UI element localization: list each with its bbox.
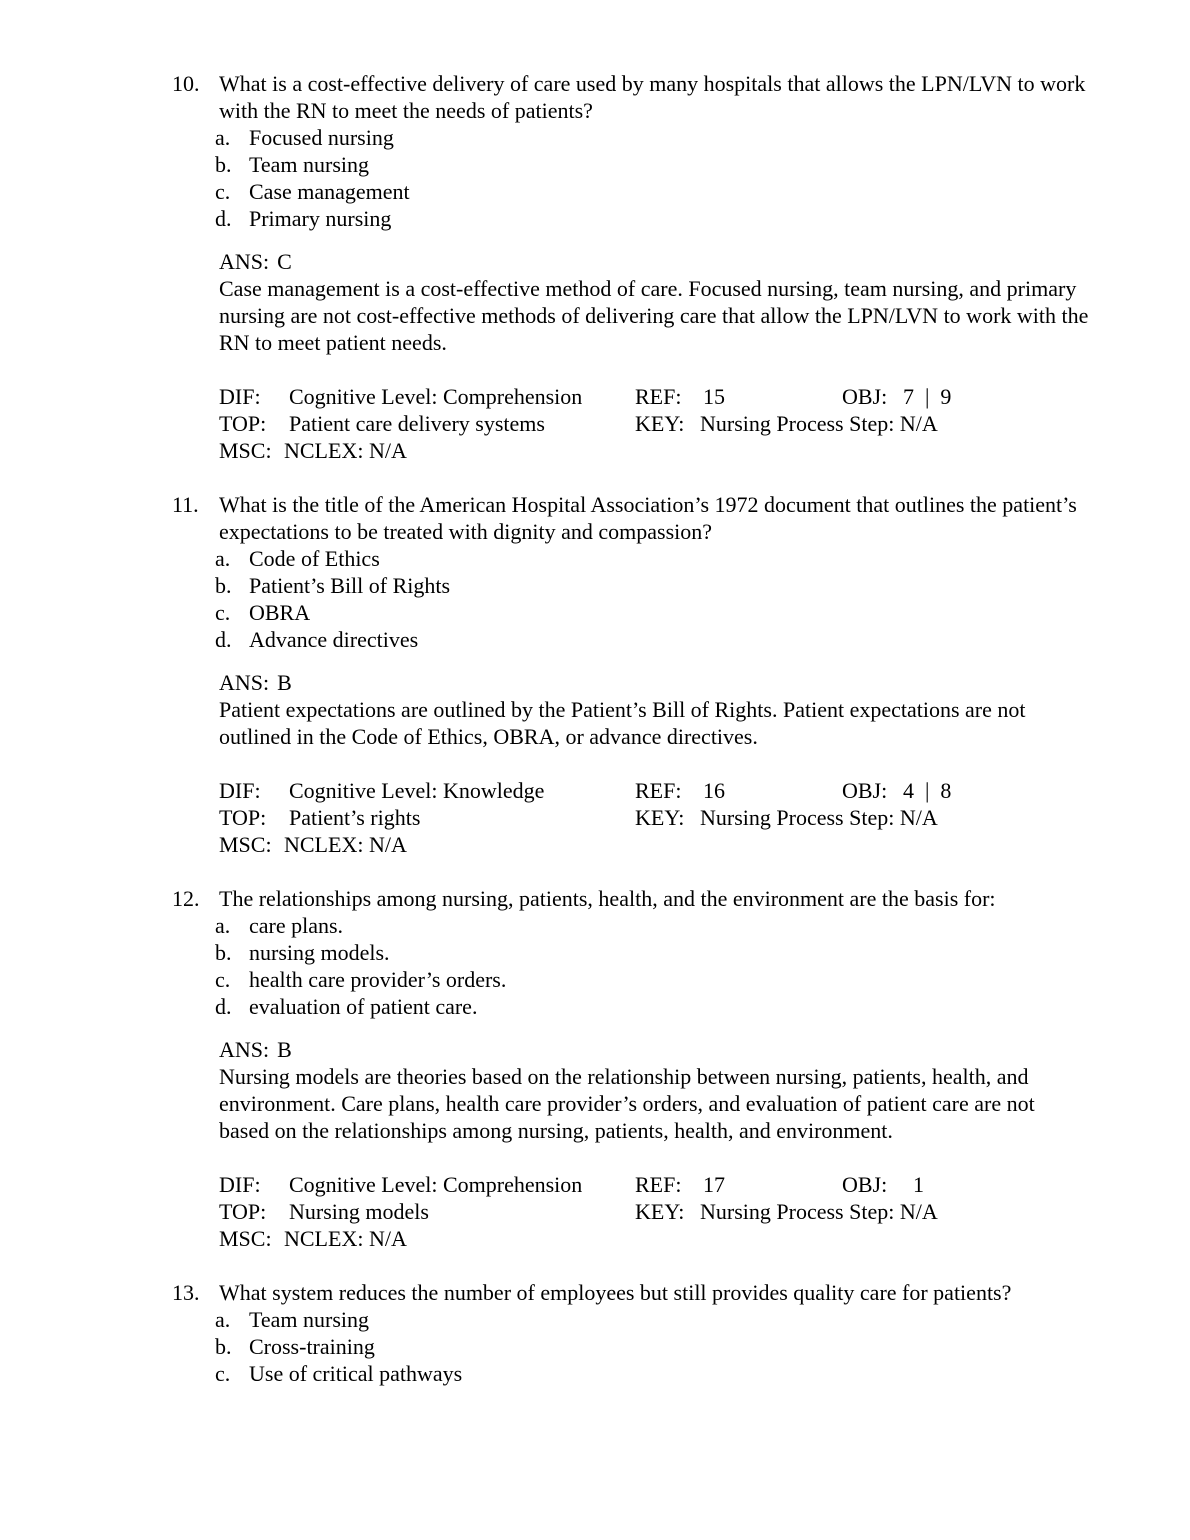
answer-options xyxy=(0,912,1190,1020)
option-c xyxy=(0,599,1190,626)
answer-block xyxy=(0,1036,1190,1144)
option-d xyxy=(0,205,1190,232)
option-c xyxy=(0,1360,1190,1387)
answer-label: ANS: xyxy=(219,249,270,274)
option-b xyxy=(0,1333,1190,1360)
option-text: evaluation of patient care. xyxy=(249,994,478,1019)
option-letter: a. xyxy=(215,1307,231,1332)
obj-label: OBJ: xyxy=(842,1172,888,1197)
top-label: TOP: xyxy=(219,805,267,830)
dif-value: Cognitive Level: Comprehension xyxy=(289,384,583,409)
option-text: Cross-training xyxy=(249,1334,375,1359)
question-text: What is a cost-effective delivery of care used by many hospitals that allows the LPN/LVN to work with the RN to meet the needs of patients? xyxy=(219,71,1086,123)
option-letter: b. xyxy=(215,152,232,177)
ref-label: REF: xyxy=(635,384,682,409)
question-text: What is the title of the American Hospital Association’s 1972 document that outlines the patient’s expectations to be treated with dignity and compassion? xyxy=(219,492,1077,544)
option-d xyxy=(0,993,1190,1020)
option-c xyxy=(0,966,1190,993)
question-stem xyxy=(0,70,1190,124)
answer-options xyxy=(0,1306,1190,1387)
top-label: TOP: xyxy=(219,1199,267,1224)
meta-row-dif xyxy=(0,1171,1190,1198)
question-number: 12. xyxy=(172,886,200,911)
question-number: 11. xyxy=(172,492,199,517)
msc-label: MSC: xyxy=(219,1226,272,1251)
question-number: 10. xyxy=(172,71,200,96)
answer-value: C xyxy=(277,249,292,274)
question-number: 13. xyxy=(172,1280,200,1305)
dif-label: DIF: xyxy=(219,1172,261,1197)
question-12 xyxy=(0,885,1190,1252)
option-letter: b. xyxy=(215,940,232,965)
obj-label: OBJ: xyxy=(842,384,888,409)
question-metadata xyxy=(0,777,1190,858)
option-letter: d. xyxy=(215,994,232,1019)
dif-label: DIF: xyxy=(219,778,261,803)
option-letter: d. xyxy=(215,206,232,231)
key-label: KEY: xyxy=(635,1199,685,1224)
dif-label: DIF: xyxy=(219,384,261,409)
option-text: health care provider’s orders. xyxy=(249,967,507,992)
rationale-text: Case management is a cost-effective method of care. Focused nursing, team nursing, and primary nursing are not cost-effective methods of delivering care that allow the LPN/LVN to work with the RN to meet patient needs. xyxy=(219,276,1089,355)
question-stem xyxy=(0,491,1190,545)
key-value: Nursing Process Step: N/A xyxy=(700,1199,938,1224)
question-text: The relationships among nursing, patients, health, and the environment are the basis for: xyxy=(219,886,996,911)
msc-value: NCLEX: N/A xyxy=(284,832,407,857)
msc-label: MSC: xyxy=(219,832,272,857)
option-letter: d. xyxy=(215,627,232,652)
msc-label: MSC: xyxy=(219,438,272,463)
top-value: Nursing models xyxy=(289,1199,429,1224)
answer-block xyxy=(0,248,1190,356)
option-b xyxy=(0,151,1190,178)
obj-label: OBJ: xyxy=(842,778,888,803)
option-c xyxy=(0,178,1190,205)
obj-value: 4 | 8 xyxy=(903,778,952,803)
option-text: Team nursing xyxy=(249,152,370,177)
dif-value: Cognitive Level: Knowledge xyxy=(289,778,545,803)
key-value: Nursing Process Step: N/A xyxy=(700,411,938,436)
answer-value: B xyxy=(277,670,292,695)
meta-row-msc xyxy=(0,437,1190,464)
question-metadata xyxy=(0,383,1190,464)
meta-row-msc xyxy=(0,831,1190,858)
answer-value: B xyxy=(277,1037,292,1062)
meta-row-top xyxy=(0,804,1190,831)
question-text: What system reduces the number of employees but still provides quality care for patients? xyxy=(219,1280,1012,1305)
option-letter: c. xyxy=(215,179,231,204)
question-10 xyxy=(0,70,1190,464)
option-letter: a. xyxy=(215,913,231,938)
question-13 xyxy=(0,1279,1190,1387)
option-a xyxy=(0,124,1190,151)
rationale-text: Patient expectations are outlined by the Patient’s Bill of Rights. Patient expectations are not outlined in the Code of Ethics, OBRA, or advance directives. xyxy=(219,697,1026,749)
key-label: KEY: xyxy=(635,411,685,436)
rationale-text: Nursing models are theories based on the relationship between nursing, patients, health, and environment. Care plans, health care provider’s orders, and evaluation of patient care are not based on the relationships among nursing, patients, health, and environment. xyxy=(219,1064,1035,1143)
option-text: Code of Ethics xyxy=(249,546,380,571)
option-text: Advance directives xyxy=(249,627,419,652)
top-value: Patient care delivery systems xyxy=(289,411,545,436)
option-text: Focused nursing xyxy=(249,125,394,150)
answer-options xyxy=(0,545,1190,653)
option-text: OBRA xyxy=(249,600,311,625)
meta-row-top xyxy=(0,410,1190,437)
option-letter: c. xyxy=(215,600,231,625)
option-b xyxy=(0,939,1190,966)
meta-row-top xyxy=(0,1198,1190,1225)
option-b xyxy=(0,572,1190,599)
question-stem xyxy=(0,885,1190,912)
dif-value: Cognitive Level: Comprehension xyxy=(289,1172,583,1197)
ref-value: 15 xyxy=(703,384,725,409)
option-letter: b. xyxy=(215,573,232,598)
top-label: TOP: xyxy=(219,411,267,436)
option-text: Case management xyxy=(249,179,410,204)
msc-value: NCLEX: N/A xyxy=(284,438,407,463)
option-letter: c. xyxy=(215,967,231,992)
msc-value: NCLEX: N/A xyxy=(284,1226,407,1251)
option-text: Use of critical pathways xyxy=(249,1361,463,1386)
test-bank-page xyxy=(0,70,1190,1414)
obj-value: 7 | 9 xyxy=(903,384,952,409)
meta-row-dif xyxy=(0,777,1190,804)
option-text: care plans. xyxy=(249,913,344,938)
answer-options xyxy=(0,124,1190,232)
option-letter: c. xyxy=(215,1361,231,1386)
answer-label: ANS: xyxy=(219,670,270,695)
ref-value: 16 xyxy=(703,778,725,803)
meta-row-msc xyxy=(0,1225,1190,1252)
option-a xyxy=(0,912,1190,939)
option-text: Patient’s Bill of Rights xyxy=(249,573,451,598)
option-letter: a. xyxy=(215,546,231,571)
key-label: KEY: xyxy=(635,805,685,830)
ref-label: REF: xyxy=(635,1172,682,1197)
answer-line xyxy=(219,1036,1090,1063)
option-letter: b. xyxy=(215,1334,232,1359)
option-text: nursing models. xyxy=(249,940,390,965)
question-metadata xyxy=(0,1171,1190,1252)
option-text: Team nursing xyxy=(249,1307,370,1332)
key-value: Nursing Process Step: N/A xyxy=(700,805,938,830)
option-a xyxy=(0,1306,1190,1333)
option-text: Primary nursing xyxy=(249,206,392,231)
ref-value: 17 xyxy=(703,1172,725,1197)
answer-block xyxy=(0,669,1190,750)
option-letter: a. xyxy=(215,125,231,150)
answer-line xyxy=(219,669,1090,696)
meta-row-dif xyxy=(0,383,1190,410)
question-11 xyxy=(0,491,1190,858)
answer-line xyxy=(219,248,1090,275)
question-stem xyxy=(0,1279,1190,1306)
option-d xyxy=(0,626,1190,653)
obj-value: 1 xyxy=(913,1172,924,1197)
option-a xyxy=(0,545,1190,572)
ref-label: REF: xyxy=(635,778,682,803)
top-value: Patient’s rights xyxy=(289,805,421,830)
answer-label: ANS: xyxy=(219,1037,270,1062)
